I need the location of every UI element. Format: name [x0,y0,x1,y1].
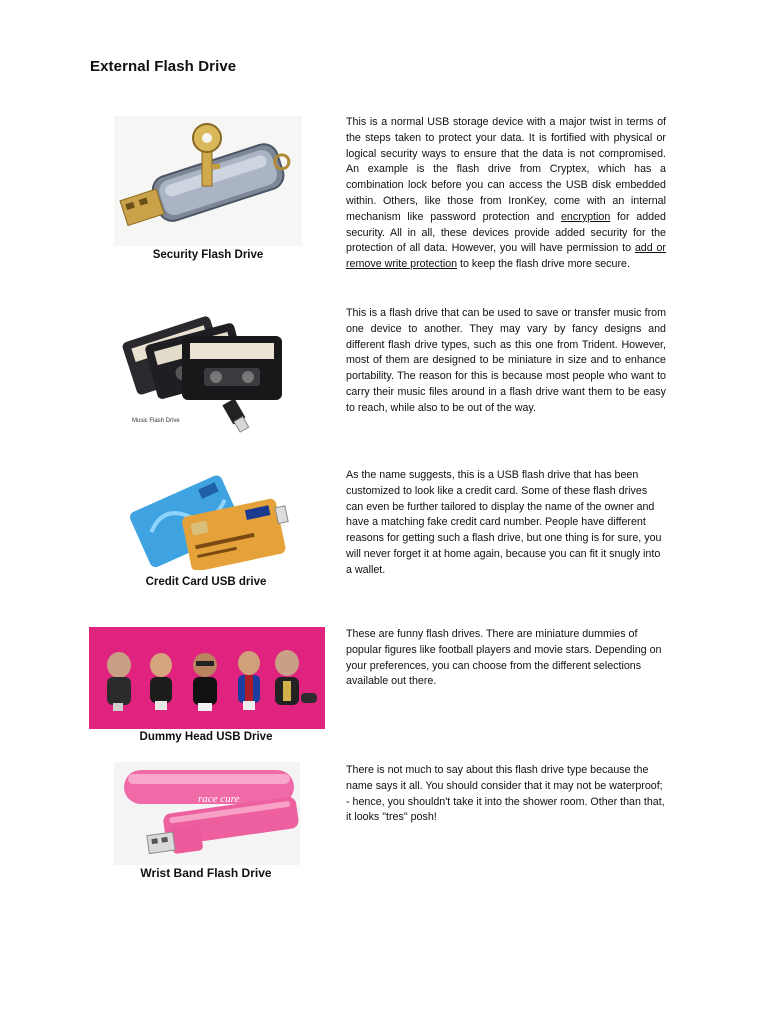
credit-card-usb-caption: Credit Card USB drive [145,576,267,588]
music-flash-drive-label: Music Flash Drive [132,418,180,424]
music-flash-drive-image [120,306,292,438]
write-protection-link[interactable]: add or remove write protection [346,242,666,271]
page-title: External Flash Drive [90,58,237,75]
wristband-imprint: race cure [198,793,240,805]
security-flash-drive-caption: Security Flash Drive [152,249,264,261]
wrist-band-flash-drive-caption: Wrist Band Flash Drive [140,866,272,880]
paragraph-text: for added security. All in all, these devices provide added security for the protection of all data. However, you will have permission to [346,210,666,255]
music-flash-drive-paragraph: This is a flash drive that can be used to save or transfer music from one device to another. They may vary by fancy designs and different flash drive types, such as this one from Trident. However, most of them are designed to be miniature in size and to enhance portability. The reason for this is because most people who want to carry their music files around in a flash drive want them to be easy to reach, while also to be out of the way. [346,307,666,414]
security-flash-drive-paragraph [346,115,666,273]
paragraph-text: This is a normal USB storage device with a major twist in terms of the steps taken to protect your data. It is fortified with physical or logical security ways to ensure that the data is not compromised. An example is the flash drive from Cryptex, which has a combination lock before you can access the USB disk embedded within. Others, like those from IronKey, come with an internal mechanism like password protection and [346,116,666,223]
credit-card-usb-image [128,466,294,570]
encryption-link[interactable]: encryption [560,210,611,223]
security-flash-drive-image [114,116,302,246]
wrist-band-flash-drive-paragraph: There is not much to say about this flash drive type because the name says it all. You should consider that it may not be waterproof; - hence, you shouldn't take it into the shower room. Other than that, it looks "tres" posh! [346,764,665,824]
dummy-head-usb-caption: Dummy Head USB Drive [139,731,273,743]
wrist-band-flash-drive-image [114,762,300,865]
paragraph-text: to keep the flash drive more secure. [457,258,630,271]
dummy-head-usb-image [89,627,325,729]
dummy-head-usb-paragraph: These are funny flash drives. There are miniature dummies of popular figures like football players and movie stars. Depending on your preferences, you can choose from the different selections available out there. [346,628,662,688]
credit-card-usb-paragraph: As the name suggests, this is a USB flash drive that has been customized to look like a credit card. Some of these flash drives can even be further tailored to display the name of the owner and have a matching fake credit card number. People have different reasons for getting such a flash drive, but one thing is for sure, you will never forget it at home again, because you can fit it snugly into a wallet. [346,469,662,576]
